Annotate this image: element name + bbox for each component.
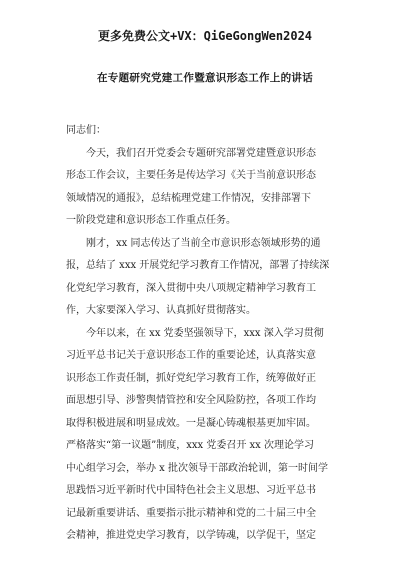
- text-line: 化党纪学习教育，深入贯彻中央八项规定精神学习教育工: [66, 282, 316, 294]
- text-line: 领域情况的通报》，总结梳理党建工作情况，安排部署下: [66, 192, 311, 204]
- text-line: 作，大家要深入学习、认真抓好贯彻落实。: [66, 305, 256, 316]
- text-line: 报，总结了 xxx 开展党纪学习教育工作情况，部署了持续深: [66, 260, 330, 271]
- text-line: 今年以来，在 xx 党委坚强领导下，xxx 深入学习贯彻: [86, 327, 324, 339]
- text-line: 中心组学习会，举办 x 批次领导干部政治轮训，第一时间学: [66, 462, 328, 474]
- text-line: 记最新重要讲话、重要指示批示精神和党的二十届三中全: [66, 507, 316, 519]
- paragraph: [66, 143, 346, 233]
- text-line: 刚才，xx 同志传达了当前全市意识形态领域形势的通: [86, 237, 321, 249]
- text-line: 一阶段党建和意识形态工作重点任务。: [66, 215, 236, 226]
- text-line: 今天，我们召开党委会专题研究部署党建暨意识形态: [86, 147, 316, 159]
- text-line: 取得积极进展和明显成效。一是凝心铸魂根基更加牢固。: [66, 417, 316, 429]
- paragraph: [66, 233, 346, 323]
- watermark-header: 更多免费公文+VX：QiGeGongWen2024: [97, 29, 313, 43]
- text-line: 严格落实“第一议题”制度，xxx 党委召开 xx 次理论学习: [66, 440, 314, 451]
- text-line: 面思想引导、涉警舆情管控和安全风险防控，各项工作均: [66, 395, 316, 406]
- salutation: 同志们：: [66, 125, 106, 136]
- text-line: 习近平总书记关于意识形态工作的重要论述，认真落实意: [66, 350, 316, 361]
- text-line: 形态工作会议，主要任务是传达学习《关于当前意识形态: [66, 170, 316, 181]
- document-title: 在专题研究党建工作暨意识形态工作上的讲话: [97, 72, 313, 84]
- text-line: 识形态工作责任制，抓好党纪学习教育工作，统筹做好正: [66, 372, 316, 384]
- document-body: [66, 120, 346, 548]
- text-line: 会精神，推进党史学习教育，以学铸魂，以学促干，坚定: [66, 530, 316, 541]
- paragraph: [66, 323, 346, 548]
- text-line: 思践悟习近平新时代中国特色社会主义思想、习近平总书: [66, 485, 316, 496]
